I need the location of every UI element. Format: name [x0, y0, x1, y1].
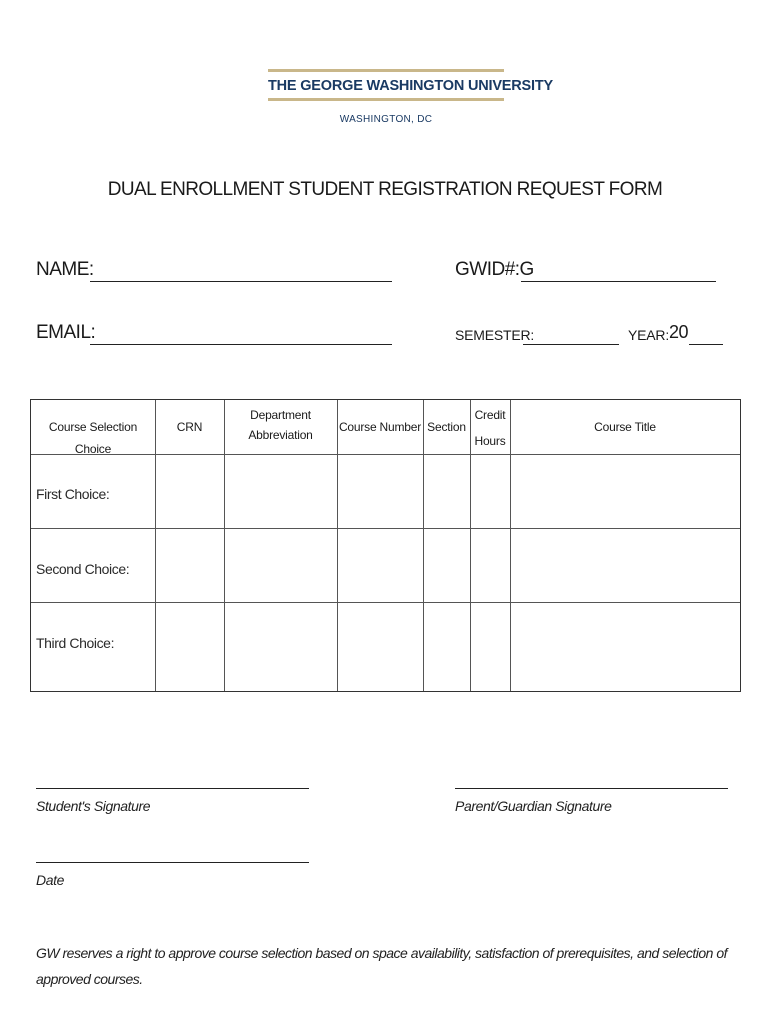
header-credit-line1: Credit [474, 408, 506, 422]
semester-label: SEMESTER: [455, 327, 535, 343]
approval-disclaimer: GW reserves a right to approve course selection based on space availability, satisfaction of prerequisites, and selection of approved courses. [36, 945, 728, 987]
column-divider [510, 400, 511, 691]
header-section: Section [427, 420, 466, 434]
semester-field[interactable] [523, 344, 619, 345]
row-label-first-choice: First Choice: [36, 486, 110, 502]
logo-bottom-rule [268, 98, 504, 101]
logo-top-rule [268, 69, 504, 72]
column-divider [155, 400, 156, 691]
date-line[interactable] [36, 862, 309, 863]
gwid-field[interactable] [521, 281, 716, 282]
header-crn: CRN [176, 420, 203, 434]
row-divider [31, 602, 740, 603]
form-title: DUAL ENROLLMENT STUDENT REGISTRATION REQUEST FORM [107, 179, 663, 200]
email-field[interactable] [90, 344, 392, 345]
parent-signature-line[interactable] [455, 788, 728, 789]
header-credit-line2: Hours [474, 434, 506, 448]
header-department-line1: Department [250, 408, 311, 422]
university-name: THE GEORGE WASHINGTON UNIVERSITY [268, 78, 553, 94]
university-city: WASHINGTON, DC [339, 114, 433, 125]
header-course-selection-choice: Course Selection Choice [48, 420, 138, 456]
name-label: NAME: [36, 259, 94, 280]
year-field[interactable] [689, 344, 723, 345]
name-field[interactable] [90, 281, 392, 282]
university-logo [268, 69, 553, 101]
parent-signature-label: Parent/Guardian Signature [455, 798, 612, 814]
email-label: EMAIL: [36, 322, 96, 343]
column-divider [423, 400, 424, 691]
year-prefix: 20 [669, 322, 689, 342]
header-department [224, 405, 337, 445]
header-course-title: Course Title [594, 420, 656, 434]
student-signature-label: Student's Signature [36, 798, 151, 814]
row-label-second-choice: Second Choice: [36, 561, 130, 577]
row-label-third-choice: Third Choice: [36, 635, 115, 651]
gwid-label: GWID#:G [455, 259, 534, 280]
student-signature-line[interactable] [36, 788, 309, 789]
year-label: YEAR: [628, 327, 670, 343]
row-divider [31, 528, 740, 529]
header-credit-hours [470, 402, 510, 454]
course-selection-table [30, 399, 741, 692]
date-label: Date [36, 872, 64, 888]
header-department-line2: Abbreviation [248, 428, 313, 442]
column-divider [337, 400, 338, 691]
header-course-number: Course Number [338, 420, 422, 434]
